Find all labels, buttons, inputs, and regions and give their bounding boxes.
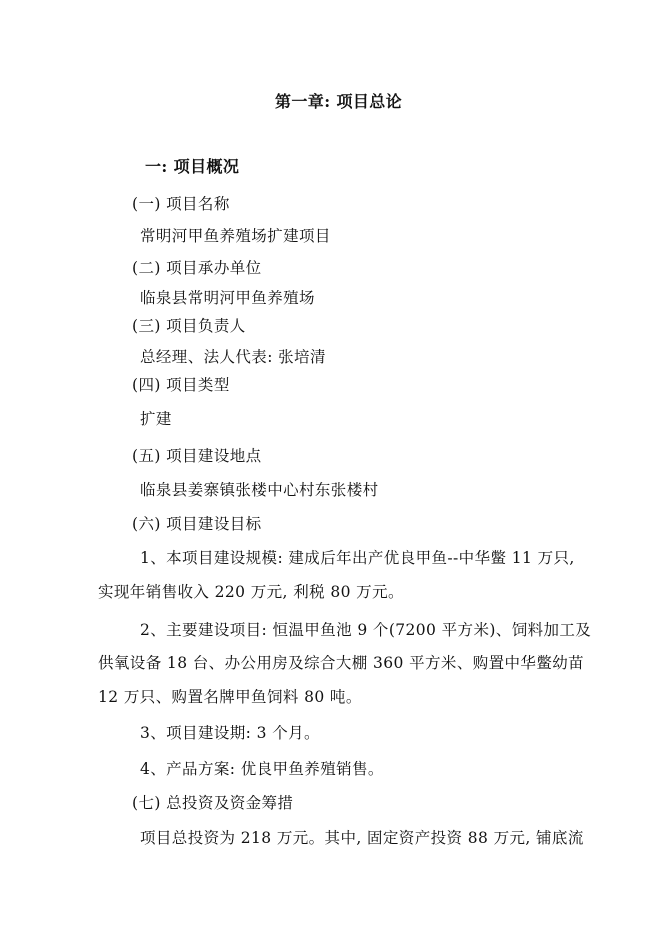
item-heading-goals: (六) 项目建设目标 bbox=[132, 515, 262, 533]
item-heading-location: (五) 项目建设地点 bbox=[132, 447, 262, 465]
item-heading-investment: (七) 总投资及资金筹措 bbox=[132, 794, 294, 812]
item-text-type: 扩建 bbox=[140, 410, 172, 428]
item-heading-organizer: (二) 项目承办单位 bbox=[132, 259, 262, 277]
item-heading-leader: (三) 项目负责人 bbox=[132, 317, 246, 335]
goal-1-line-2: 实现年销售收入 220 万元, 利税 80 万元。 bbox=[98, 583, 404, 601]
section-heading: 一: 项目概况 bbox=[145, 157, 240, 176]
goal-2-line-1: 2、主要建设项目: 恒温甲鱼池 9 个(7200 平方米)、饲料加工及 bbox=[140, 621, 592, 639]
chapter-title: 第一章: 项目总论 bbox=[275, 92, 403, 111]
goal-4: 4、产品方案: 优良甲鱼养殖销售。 bbox=[140, 760, 384, 778]
item-text-investment: 项目总投资为 218 万元。其中, 固定资产投资 88 万元, 铺底流 bbox=[140, 829, 584, 847]
goal-2-line-2: 供氧设备 18 台、办公用房及综合大棚 360 平方米、购置中华鳖幼苗 bbox=[98, 654, 585, 672]
goal-2-line-3: 12 万只、购置名牌甲鱼饲料 80 吨。 bbox=[98, 688, 362, 706]
item-text-leader: 总经理、法人代表: 张培清 bbox=[140, 348, 326, 366]
item-text-name: 常明河甲鱼养殖场扩建项目 bbox=[140, 227, 331, 245]
goal-3: 3、项目建设期: 3 个月。 bbox=[140, 724, 320, 742]
item-heading-type: (四) 项目类型 bbox=[132, 376, 230, 394]
item-heading-name: (一) 项目名称 bbox=[132, 195, 230, 213]
goal-1-line-1: 1、本项目建设规模: 建成后年出产优良甲鱼--中华鳖 11 万只, bbox=[140, 549, 575, 567]
item-text-location: 临泉县姜寨镇张楼中心村东张楼村 bbox=[140, 481, 379, 499]
item-text-organizer: 临泉县常明河甲鱼养殖场 bbox=[140, 289, 315, 307]
